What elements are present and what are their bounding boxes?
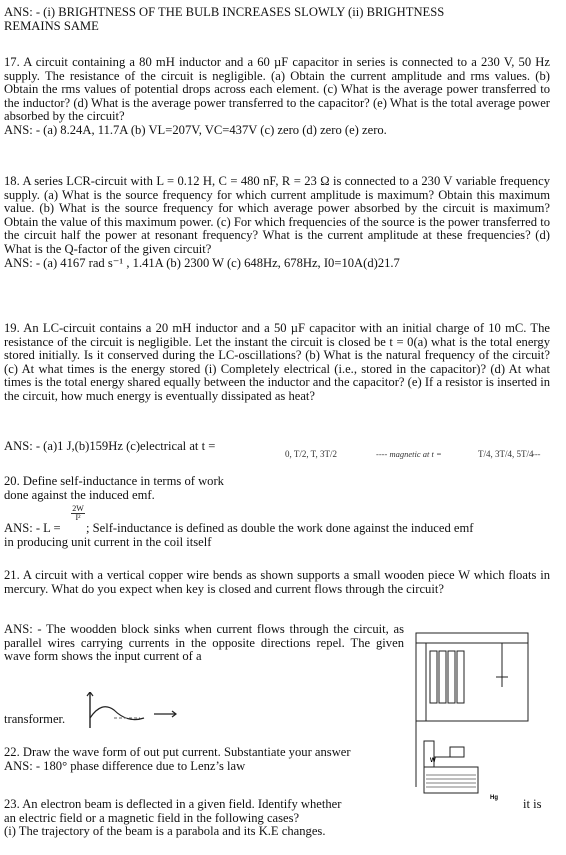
question-19-times-electric: 0, T/2, T, 3T/2 [285, 449, 338, 459]
transformer-label: transformer. [4, 712, 66, 726]
question-20-text-2: done against the induced emf. [4, 487, 155, 502]
question-20-answer-1: ANS: - L = [4, 521, 61, 535]
question-19-dashes: --- [532, 449, 541, 459]
question-17-text: 17. A circuit containing a 80 mH inductor and a 60 µF capacitor in series is connected to a 230 V, 50 Hz supply. The resistance of the circuit is negligible. (a) Obtain the current amplitude and rms values. (b) Obtain the rms values of potential drops across each element. (c) What is the average power transferred to the inductor? (d) What is the average power transferred to the capacitor? (e) What is the total average power absorbed by the circuit? [4, 55, 550, 124]
question-21-answer-block [4, 623, 404, 664]
circuit-diagram [410, 627, 540, 819]
question-19-times-magnetic: T/4, 3T/4, 5T/4 [478, 449, 534, 459]
question-23-text-1: 23. An electron beam is deflected in a given field. Identify whether [4, 797, 342, 811]
question-21-text: 21. A circuit with a vertical copper wire bends as shown supports a small wooden piece W which floats in mercury. What do you expect when key is closed and current flows through the circuit? [4, 568, 550, 596]
question-22 [4, 746, 404, 773]
mercury-label: Hg [490, 795, 498, 801]
question-19-magnetic-label: ---- magnetic at t = [376, 449, 442, 459]
mercury-container [424, 767, 478, 793]
wooden-piece-w [450, 747, 464, 757]
question-21 [4, 569, 550, 596]
battery-cell-4 [457, 651, 464, 703]
question-23-text-2: an electric field or a magnetic field in the following cases? [4, 810, 300, 825]
question-19 [4, 322, 550, 404]
top-answer-line-2: REMAINS SAME [4, 18, 99, 33]
top-answer-line-1: ANS: - (i) BRIGHTNESS OF THE BULB INCREASES SLOWLY (ii) BRIGHTNESS [4, 5, 445, 19]
question-23-item-1: (i) The trajectory of the beam is a parabola and its K.E changes. [4, 824, 326, 839]
question-23-text-right: it is [523, 797, 542, 811]
question-20-answer-2: ; Self-inductance is defined as double the work done against the induced emf [86, 521, 474, 535]
question-18 [4, 175, 550, 270]
question-20-answer-3: in producing unit current in the coil itself [4, 535, 212, 549]
question-22-answer: ANS: - 180° phase difference due to Lenz’s law [4, 758, 246, 773]
question-18-text: 18. A series LCR-circuit with L = 0.12 H, C = 480 nF, R = 23 Ω is connected to a 230 V variable frequency supply. (a) What is the source frequency for which current amplitude is maximum? Obtain this maximum value. (b) What is the source frequency for which average power absorbed by the circuit is maximum? Obtain the value of this maximum power. (c) For which frequencies of the source is the power transferred to the circuit half the power at resonant frequency? What is the current amplitude at these frequencies? (d) What is the Q-factor of the given circuit? [4, 174, 550, 256]
question-19-answer: ANS: - (a)1 J,(b)159Hz (c)electrical at t = [4, 439, 216, 453]
self-inductance-formula [71, 505, 85, 522]
formula-denominator: I² [75, 513, 81, 522]
question-17 [4, 56, 550, 138]
question-20-text-1: 20. Define self-inductance in terms of work [4, 474, 224, 488]
question-23 [4, 798, 404, 839]
question-19-text: 19. An LC-circuit contains a 20 mH inductor and a 50 µF capacitor with an initial charge of 10 mC. The resistance of the circuit is negligible. Let the instant the circuit is closed be t = 0(a) what is the total energy stored initially. Is it conserved during the LC-oscillations? (b) What is the natural frequency of the circuit? (c) At what times is the energy stored (i) Completely electrical (i.e., stored in the capacitor)? (d) At what times is the total energy shared equally between the inductor and the capacitor? (e) If a resistor is inserted in the circuit, how much energy is eventually dissipated as heat? [4, 321, 550, 403]
top-answer [4, 6, 550, 33]
battery-cell-1 [430, 651, 437, 703]
formula-numerator: 2W [72, 504, 84, 513]
question-17-answer: ANS: - (a) 8.24A, 11.7A (b) VL=207V, VC=437V (c) zero (d) zero (e) zero. [4, 122, 387, 137]
question-20 [4, 475, 294, 502]
input-waveform-sketch [84, 692, 184, 732]
wooden-piece-label: W [430, 758, 436, 764]
battery-cell-3 [448, 651, 455, 703]
question-21-answer: ANS: - The woodden block sinks when current flows through the circuit, as parallel wires carrying currents in the opposite directions repel. The given wave form shows the input current of a [4, 622, 404, 664]
battery-cell-2 [439, 651, 446, 703]
question-22-text: 22. Draw the wave form of out put current. Substantiate your answer [4, 745, 351, 759]
question-18-answer: ANS: - (a) 4167 rad s⁻¹ , 1.41A (b) 2300 W (c) 648Hz, 678Hz, I0=10A(d)21.7 [4, 255, 400, 270]
